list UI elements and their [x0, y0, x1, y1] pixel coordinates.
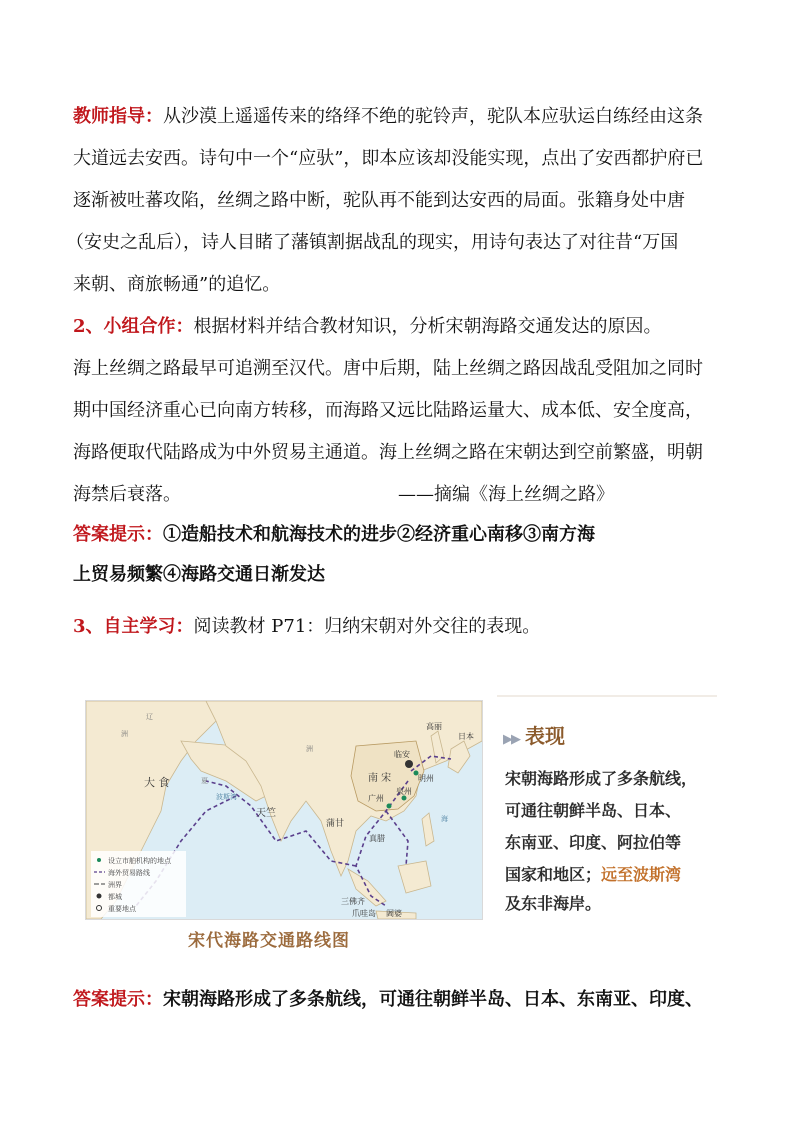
legend-capital: 都城 — [108, 893, 122, 901]
label-nansong: 南 宋 — [368, 773, 392, 784]
side-line-2: 可通往朝鲜半岛、日本、 — [505, 801, 682, 820]
map-svg — [86, 701, 482, 919]
side-title: 表现 — [525, 724, 565, 748]
side-divider — [497, 695, 717, 697]
label-guawa: 爪哇岛 — [352, 909, 376, 918]
map-legend — [91, 851, 186, 917]
q3-text: 阅读教材 P71：归纳宋朝对外交往的表现。 — [193, 616, 541, 637]
teacher-line-1 — [73, 105, 703, 129]
capital-linan-dot — [405, 760, 413, 768]
q2-line — [73, 315, 662, 339]
label-hai: 海 — [441, 815, 448, 823]
side-line-4-orange: 远至波斯湾 — [601, 865, 682, 884]
answer1-text-1: ①造船技术和航海技术的进步②经济重心南移③南方海 — [163, 524, 595, 545]
label-dashi: 大 食 — [144, 776, 170, 789]
map-caption: 宋代海路交通路线图 — [188, 931, 350, 951]
q3-label: 3、自主学习： — [73, 616, 194, 637]
label-gaoli: 高丽 — [426, 722, 442, 731]
material-line-3: 海路便取代陆路成为中外贸易主通道。海上丝绸之路在宋朝达到空前繁盛，明朝 — [73, 442, 703, 463]
legend-border: 洲界 — [108, 881, 122, 889]
legend-port: 设立市舶机构的地点 — [108, 857, 171, 865]
label-quanzhou: 泉州 — [396, 787, 412, 796]
q3-line — [73, 615, 540, 639]
teacher-text-1: 从沙漠上遥遥传来的络绎不绝的驼铃声，驼队本应驮运白练经由这条 — [163, 106, 703, 127]
teacher-line-4: （安史之乱后），诗人目睹了藩镇割据战乱的现实，用诗句表达了对往昔“万国 — [66, 232, 679, 253]
side-line-1: 宋朝海路形成了多条航线， — [505, 769, 698, 788]
label-liao: 辽 — [146, 713, 153, 721]
port-quanzhou-dot — [402, 796, 407, 801]
answer1-label: 答案提示： — [73, 524, 163, 545]
side-line-3: 东南亚、印度、阿拉伯等 — [505, 833, 682, 852]
label-shepo: 阇婆 — [386, 909, 402, 918]
q2-text: 根据材料并结合教材知识，分析宋朝海路交通发达的原因。 — [193, 316, 662, 337]
port-guangzhou-dot — [387, 804, 392, 809]
label-zhou-2: 洲 — [306, 745, 313, 753]
song-sea-route-map — [85, 700, 483, 920]
answer2-text: 宋朝海路形成了多条航线，可通往朝鲜半岛、日本、东南亚、印度、 — [163, 989, 703, 1010]
material-line-4: 海禁后衰落。 — [73, 484, 181, 505]
teacher-line-3: 逐渐被吐蕃攻陷，丝绸之路中断，驼队再不能到达安西的局面。张籍身处中唐 — [73, 190, 685, 211]
label-bosi: 波斯湾 — [216, 793, 237, 801]
double-arrow-icon: ▶▶ — [503, 732, 519, 747]
label-sanfoqi: 三佛齐 — [341, 897, 365, 906]
label-mingzhou: 明州 — [418, 774, 434, 783]
label-zhou-1: 洲 — [121, 730, 128, 738]
label-linan: 临安 — [394, 750, 410, 759]
material-source: ——摘编《海上丝绸之路》 — [398, 484, 614, 505]
legend-place: 重要地点 — [108, 905, 136, 913]
legend-route: 海外贸易路线 — [108, 869, 150, 877]
answer1-line-2: 上贸易频繁④海路交通日渐发达 — [73, 564, 325, 585]
side-heading — [503, 720, 565, 749]
label-tianzhu: 天竺 — [256, 808, 276, 819]
answer1-line-1 — [73, 523, 595, 547]
answer2-label: 答案提示： — [73, 989, 163, 1010]
legend-port-icon — [97, 858, 101, 862]
teacher-label: 教师指导： — [73, 106, 163, 127]
label-zhenla: 真腊 — [369, 834, 385, 843]
label-xia: 夏 — [201, 777, 208, 785]
teacher-line-5: 来朝、商旅畅通”的追忆。 — [73, 274, 281, 295]
label-guangzhou: 广州 — [368, 794, 384, 803]
teacher-line-2: 大道远去安西。诗句中一个“应驮”，即本应该却没能实现，点出了安西都护府已 — [73, 148, 704, 169]
material-line-2: 期中国经济重心已向南方转移，而海路又远比陆路运量大、成本低、安全度高， — [73, 400, 703, 421]
side-line-4 — [505, 862, 681, 885]
label-riben: 日本 — [458, 732, 474, 741]
side-line-4-dark: 国家和地区； — [505, 865, 602, 884]
label-pugan: 蒲甘 — [326, 819, 345, 829]
answer2-line — [73, 988, 703, 1012]
side-line-5: 及东非海岸。 — [505, 894, 602, 913]
legend-capital-icon — [97, 894, 102, 899]
material-line-1: 海上丝绸之路最早可追溯至汉代。唐中后期，陆上丝绸之路因战乱受阻加之同时 — [73, 358, 703, 379]
q2-label: 2、小组合作： — [73, 316, 194, 337]
